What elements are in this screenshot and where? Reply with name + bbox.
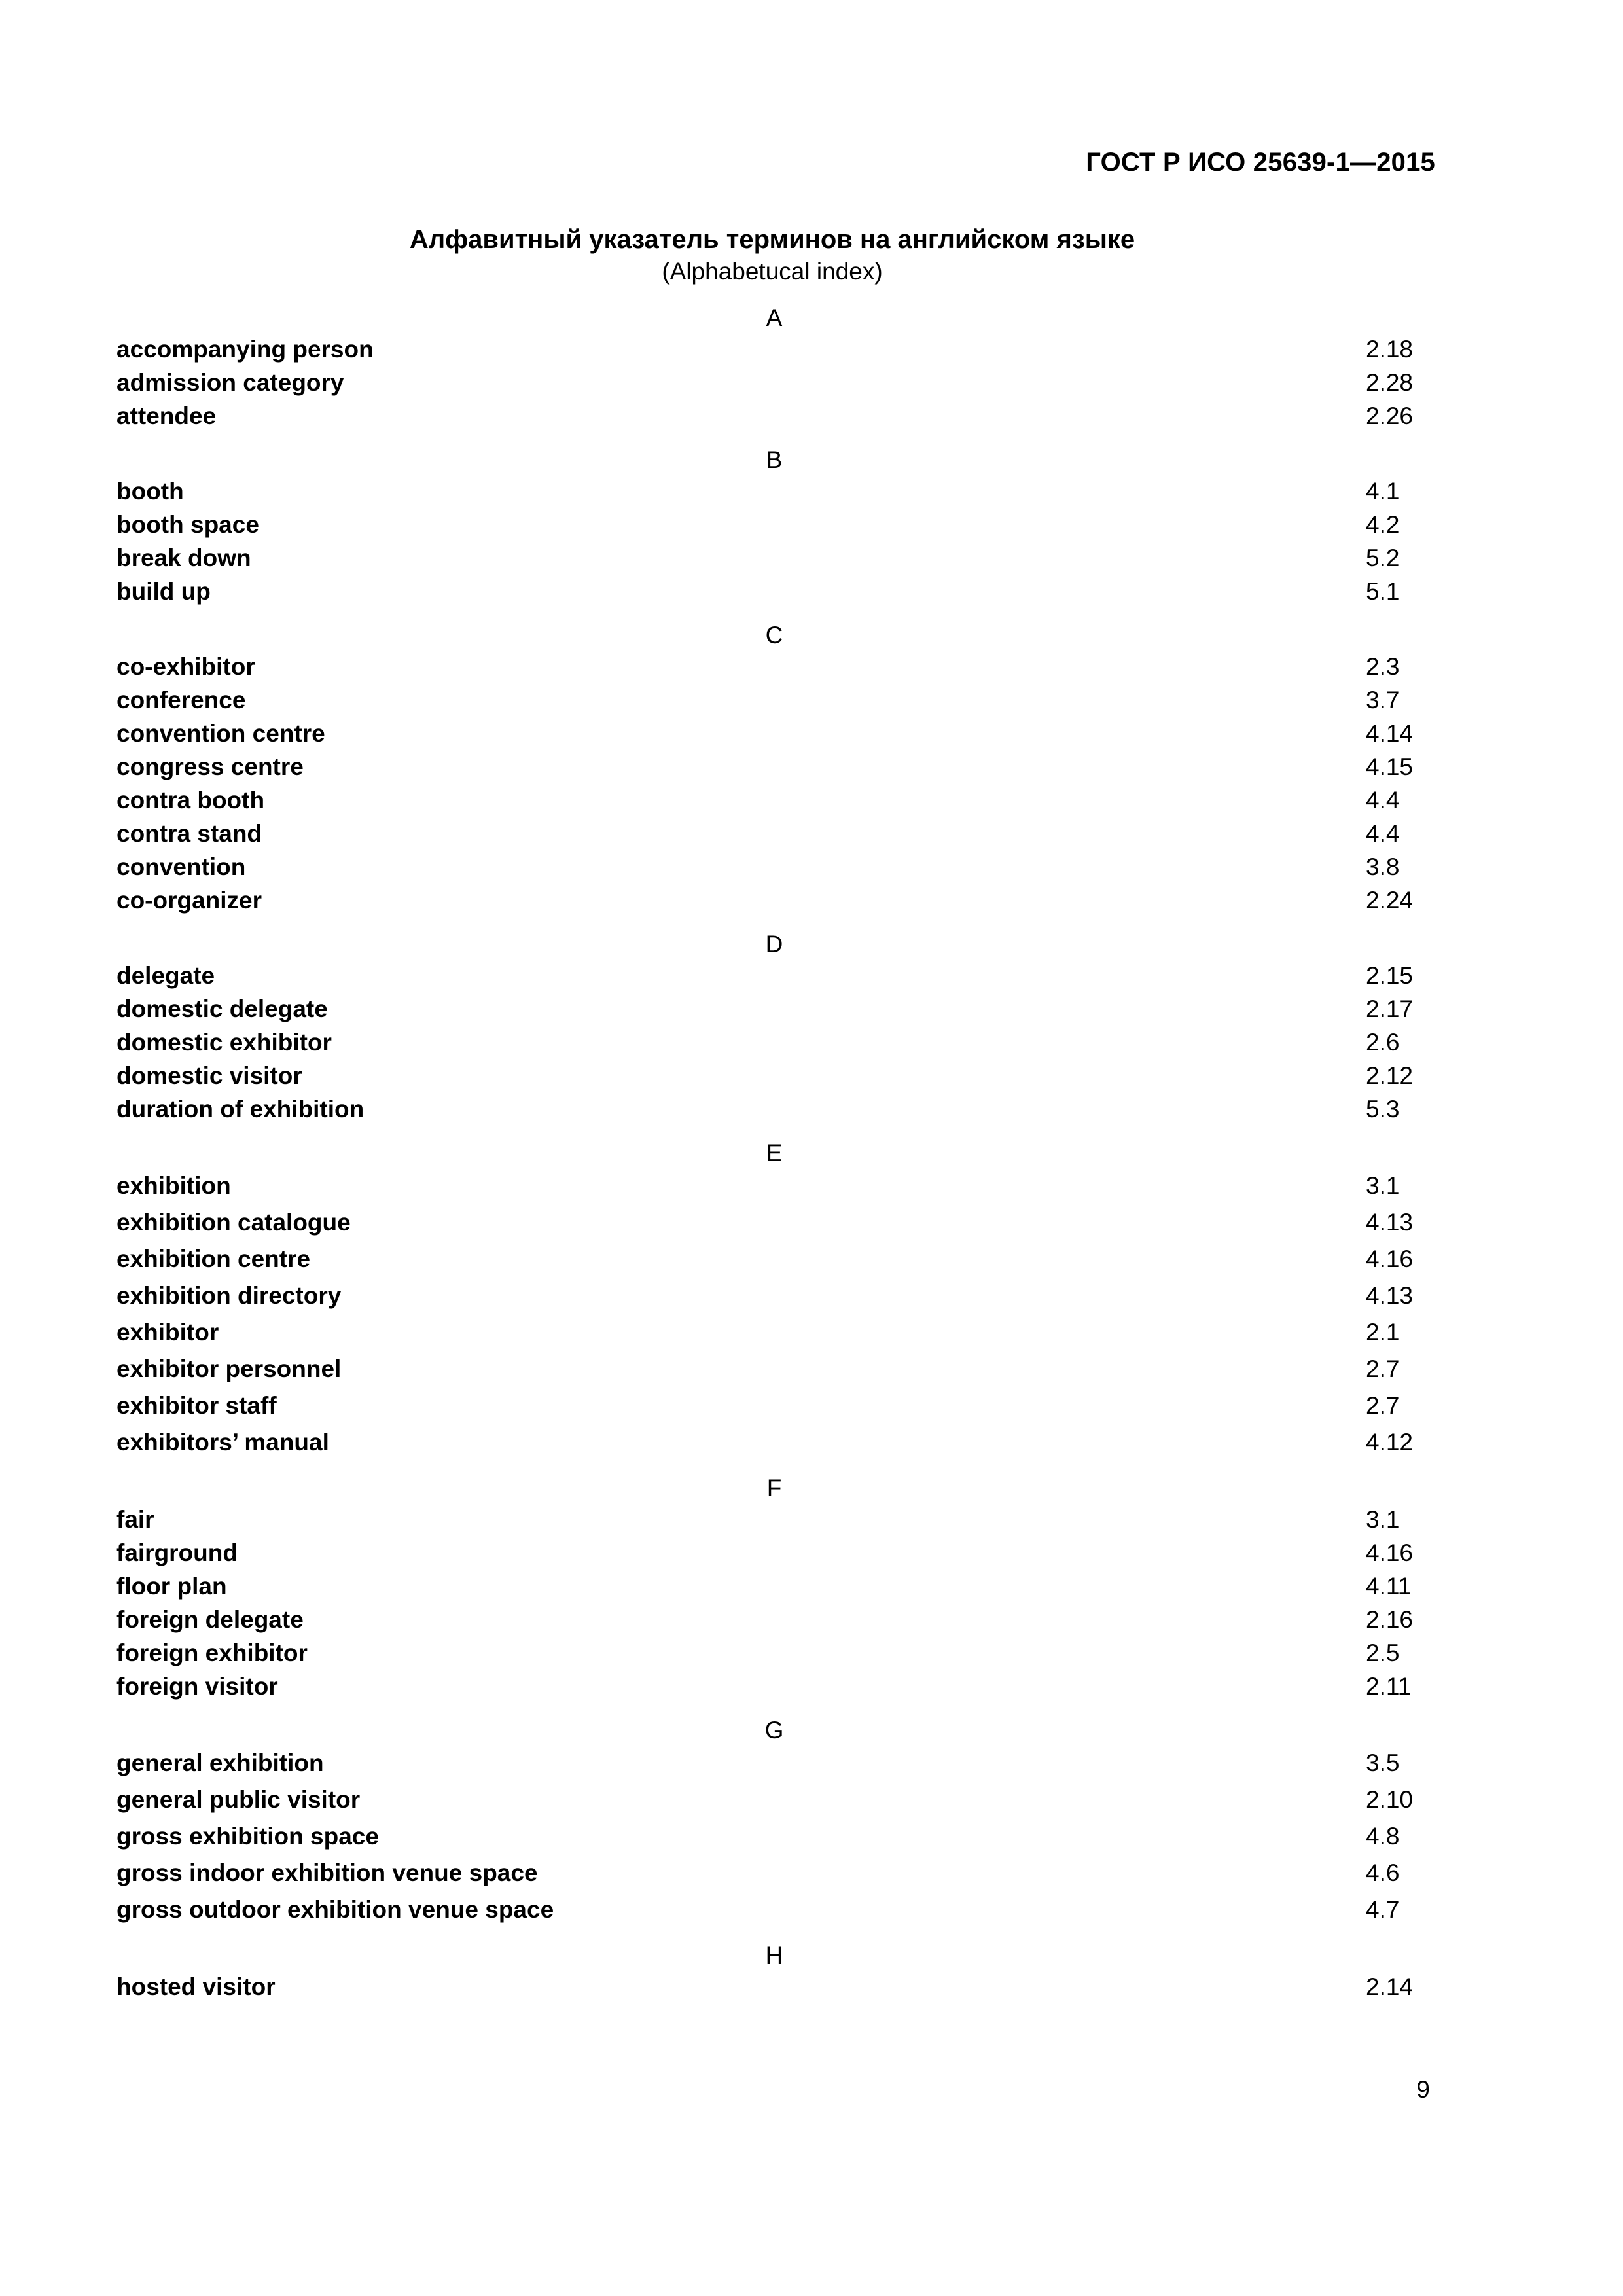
index-entry (116, 1503, 1419, 1536)
index-term: foreign exhibitor (116, 1640, 308, 1666)
index-entry (116, 1855, 1419, 1892)
index-entry (116, 399, 1419, 433)
index-entry (116, 1818, 1419, 1855)
section-spacer (116, 1928, 1419, 1936)
index-entry (116, 1636, 1419, 1670)
index-entry (116, 1745, 1419, 1782)
index-term: convention centre (116, 720, 325, 747)
index-reference: 2.7 (1366, 1355, 1400, 1382)
section-letter: D (765, 931, 783, 958)
index-term: conference (116, 687, 246, 713)
index-reference: 4.12 (1366, 1429, 1414, 1456)
index-reference: 4.14 (1366, 720, 1414, 747)
index-term: domestic visitor (116, 1062, 302, 1089)
index-term: booth space (116, 511, 259, 538)
index-reference: 4.13 (1366, 1282, 1414, 1309)
index-term: attendee (116, 403, 217, 429)
index-title: Алфавитный указатель терминов на английском языке (409, 225, 1135, 254)
index-term: hosted visitor (116, 1973, 276, 2000)
index-term: fair (116, 1506, 154, 1533)
index-entry (116, 1168, 1419, 1204)
section-letter: A (766, 304, 783, 331)
index-entry (116, 783, 1419, 817)
index-term: gross outdoor exhibition venue space (116, 1896, 554, 1923)
index-reference: 4.4 (1366, 787, 1400, 814)
index-term: exhibitor staff (116, 1392, 277, 1419)
section-spacer (116, 1703, 1419, 1711)
index-entry (116, 884, 1419, 917)
index-reference: 5.2 (1366, 545, 1400, 571)
index-term: exhibition directory (116, 1282, 342, 1309)
section-letter: E (766, 1139, 783, 1166)
index-term: domestic exhibitor (116, 1029, 332, 1056)
index-term: exhibitor personnel (116, 1355, 342, 1382)
index-entry (116, 1351, 1419, 1388)
index-reference: 2.28 (1366, 369, 1414, 396)
index-entry (116, 1204, 1419, 1241)
index-entry (116, 1388, 1419, 1424)
index-term: break down (116, 545, 251, 571)
index-entry (116, 650, 1419, 683)
index-term: booth (116, 478, 184, 505)
index-term: exhibitors’ manual (116, 1429, 329, 1456)
section-spacer (116, 608, 1419, 616)
index-term: convention (116, 853, 246, 880)
index-entry (116, 1092, 1419, 1126)
index-entry (116, 1314, 1419, 1351)
index-reference: 2.14 (1366, 1973, 1414, 2000)
section-spacer (116, 917, 1419, 925)
index-entry (116, 1536, 1419, 1570)
index-entry (116, 1970, 1419, 2003)
index-reference: 4.16 (1366, 1246, 1414, 1272)
section-spacer (116, 1461, 1419, 1469)
index-entry (116, 1241, 1419, 1278)
index-term: general exhibition (116, 1749, 324, 1776)
index-reference: 4.16 (1366, 1539, 1414, 1566)
index-entry (116, 575, 1419, 608)
index-reference: 2.18 (1366, 336, 1414, 363)
section-letter: F (766, 1475, 782, 1501)
index-reference: 2.7 (1366, 1392, 1400, 1419)
index-reference: 3.1 (1366, 1172, 1400, 1199)
index-entry (116, 683, 1419, 717)
index-reference: 5.3 (1366, 1096, 1400, 1122)
index-term: foreign delegate (116, 1606, 304, 1633)
index-reference: 2.10 (1366, 1786, 1414, 1813)
index-term: gross exhibition space (116, 1823, 379, 1850)
index-term: gross indoor exhibition venue space (116, 1859, 538, 1886)
document-code: ГОСТ Р ИСО 25639-1—2015 (1086, 148, 1435, 177)
index-entry (116, 817, 1419, 850)
index-term: exhibitor (116, 1319, 219, 1346)
index-entry (116, 959, 1419, 992)
index-entry (116, 850, 1419, 884)
index-reference: 2.5 (1366, 1640, 1400, 1666)
index-entry (116, 1603, 1419, 1636)
index-reference: 2.12 (1366, 1062, 1414, 1089)
index-entry (116, 717, 1419, 750)
index-reference: 4.15 (1366, 753, 1414, 780)
index-entry (116, 366, 1419, 399)
index-reference: 4.2 (1366, 511, 1400, 538)
index-reference: 4.8 (1366, 1823, 1400, 1850)
index-reference: 2.11 (1366, 1673, 1412, 1700)
index-term: contra booth (116, 787, 265, 814)
index-entry (116, 1670, 1419, 1703)
alphabetical-index (116, 298, 1419, 2003)
index-entry (116, 332, 1419, 366)
index-entry (116, 1278, 1419, 1314)
index-reference: 2.24 (1366, 887, 1414, 914)
index-reference: 2.6 (1366, 1029, 1400, 1056)
index-term: exhibition catalogue (116, 1209, 351, 1236)
index-entry (116, 1782, 1419, 1818)
index-reference: 3.8 (1366, 853, 1400, 880)
index-entry (116, 475, 1419, 508)
index-subtitle: (Alphabetucal index) (662, 258, 883, 285)
index-entry (116, 1892, 1419, 1928)
section-letter: B (766, 446, 783, 473)
index-entry (116, 1059, 1419, 1092)
index-reference: 3.1 (1366, 1506, 1400, 1533)
index-reference: 2.15 (1366, 962, 1414, 989)
index-reference: 2.3 (1366, 653, 1400, 680)
index-term: delegate (116, 962, 215, 989)
index-term: domestic delegate (116, 996, 328, 1022)
index-term: co-organizer (116, 887, 262, 914)
index-reference: 2.26 (1366, 403, 1414, 429)
index-term: foreign visitor (116, 1673, 278, 1700)
index-reference: 4.6 (1366, 1859, 1400, 1886)
index-term: duration of exhibition (116, 1096, 365, 1122)
index-term: exhibition centre (116, 1246, 311, 1272)
index-reference: 4.13 (1366, 1209, 1414, 1236)
index-entry (116, 1570, 1419, 1603)
index-reference: 2.17 (1366, 996, 1414, 1022)
index-reference: 3.7 (1366, 687, 1400, 713)
index-entry (116, 541, 1419, 575)
section-letter: H (765, 1942, 783, 1969)
index-reference: 2.1 (1366, 1319, 1400, 1346)
index-term: exhibition (116, 1172, 231, 1199)
index-reference: 2.16 (1366, 1606, 1414, 1633)
index-entry (116, 750, 1419, 783)
section-spacer (116, 1126, 1419, 1134)
page-number: 9 (1416, 2076, 1430, 2103)
index-entry (116, 1026, 1419, 1059)
section-letter: C (765, 622, 783, 649)
index-term: co-exhibitor (116, 653, 255, 680)
index-reference: 4.1 (1366, 478, 1400, 505)
index-term: congress centre (116, 753, 304, 780)
index-term: build up (116, 578, 211, 605)
index-term: fairground (116, 1539, 238, 1566)
section-letter: G (764, 1717, 784, 1744)
index-term: floor plan (116, 1573, 227, 1600)
index-reference: 5.1 (1366, 578, 1400, 605)
index-term: general public visitor (116, 1786, 361, 1813)
index-reference: 4.11 (1366, 1573, 1412, 1600)
section-spacer (116, 433, 1419, 440)
index-entry (116, 508, 1419, 541)
index-reference: 4.7 (1366, 1896, 1400, 1923)
index-entry (116, 992, 1419, 1026)
index-term: accompanying person (116, 336, 374, 363)
index-term: contra stand (116, 820, 262, 847)
index-reference: 4.4 (1366, 820, 1400, 847)
index-entry (116, 1424, 1419, 1461)
index-reference: 3.5 (1366, 1749, 1400, 1776)
index-term: admission category (116, 369, 344, 396)
